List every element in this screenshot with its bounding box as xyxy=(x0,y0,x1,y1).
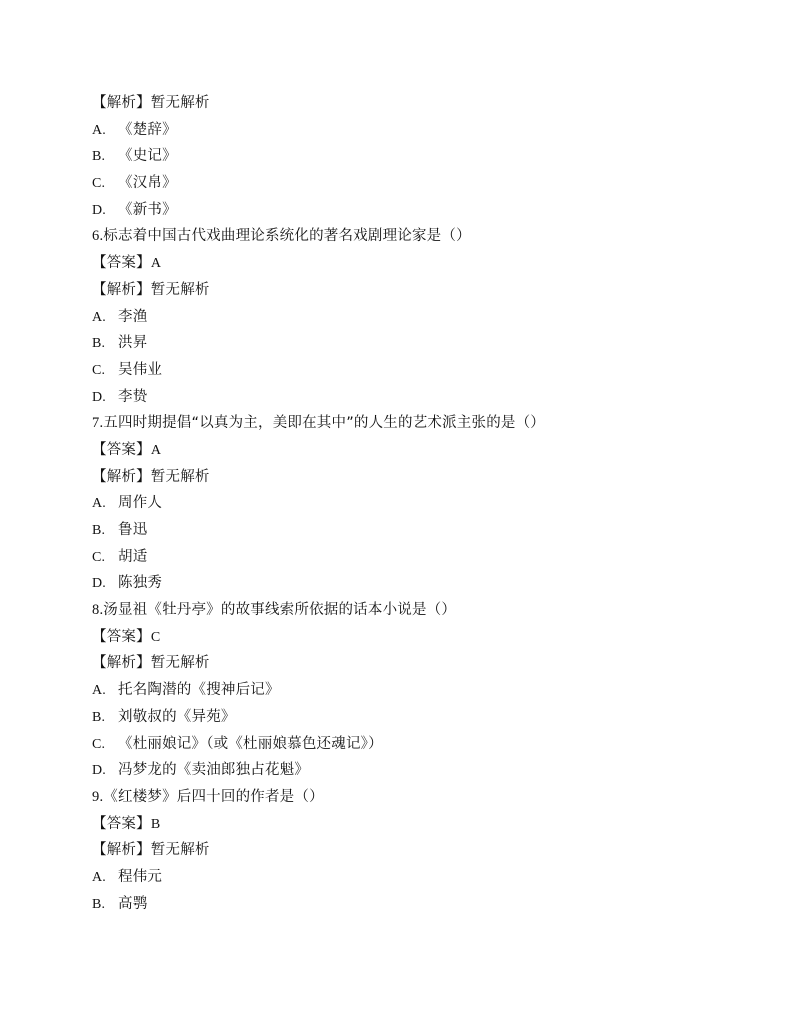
option-text: 洪昇 xyxy=(118,335,148,352)
option-letter: C. xyxy=(92,362,106,378)
question-line xyxy=(92,784,732,811)
option-letter: A. xyxy=(92,683,107,699)
option-text: 李渔 xyxy=(118,308,148,325)
option-line xyxy=(92,117,732,144)
answer-line xyxy=(92,437,732,464)
option-text: 鲁迅 xyxy=(118,522,148,538)
option-letter: D. xyxy=(92,202,107,218)
question-line xyxy=(92,223,732,250)
option-text: 程伟元 xyxy=(118,868,163,885)
option-letter: D. xyxy=(92,389,107,405)
answer-label: 【答案】 xyxy=(92,815,151,832)
analysis-line xyxy=(92,650,732,677)
analysis-text: 【解析】暂无解析 xyxy=(92,655,210,672)
option-line xyxy=(92,490,732,517)
question-number: 9. xyxy=(92,788,104,805)
option-line xyxy=(92,304,732,331)
option-letter: A. xyxy=(92,496,107,512)
document-page xyxy=(92,90,732,917)
answer-value: A xyxy=(150,256,162,272)
question-number: 7. xyxy=(92,415,104,432)
option-letter: B. xyxy=(92,523,106,538)
option-text: 高鹗 xyxy=(118,895,148,912)
option-letter: B. xyxy=(92,336,106,352)
option-text: 陈独秀 xyxy=(118,575,163,592)
option-line xyxy=(92,330,732,357)
option-line xyxy=(92,891,732,918)
option-letter: C. xyxy=(92,549,106,565)
analysis-text: 【解析】暂无解析 xyxy=(92,842,210,859)
answer-label: 【答案】 xyxy=(92,441,151,458)
option-text: 《史记》 xyxy=(118,148,177,165)
answer-value: C xyxy=(150,629,161,645)
question-line xyxy=(92,597,732,624)
option-line xyxy=(92,357,732,384)
option-line xyxy=(92,170,732,197)
analysis-line xyxy=(92,277,732,304)
option-letter: A. xyxy=(92,869,107,885)
question-text: 五四时期提倡“以真为主，美即在其中”的人生的艺术派主张的是（） xyxy=(103,415,546,432)
document-body xyxy=(92,90,732,917)
option-text: 《杜丽娘记》（或《杜丽娘慕色还魂记》） xyxy=(118,735,383,752)
option-text: 李贽 xyxy=(118,388,148,405)
option-text: 《楚辞》 xyxy=(118,121,177,138)
analysis-text: 【解析】暂无解析 xyxy=(92,468,210,485)
option-letter: B. xyxy=(92,149,106,165)
option-letter: D. xyxy=(92,763,107,779)
option-letter: A. xyxy=(92,309,107,325)
option-letter: A. xyxy=(92,122,107,138)
question-text: 《红楼梦》后四十回的作者是（） xyxy=(103,788,324,805)
analysis-line xyxy=(92,837,732,864)
question-text: 标志着中国古代戏曲理论系统化的著名戏剧理论家是（） xyxy=(103,228,471,245)
analysis-line xyxy=(92,90,732,117)
option-line xyxy=(92,677,732,704)
option-text: 吴伟业 xyxy=(118,361,163,378)
answer-line xyxy=(92,250,732,277)
option-line xyxy=(92,544,732,571)
option-line xyxy=(92,757,732,784)
option-letter: B. xyxy=(92,709,106,725)
option-letter: D. xyxy=(92,576,107,592)
option-line xyxy=(92,197,732,224)
answer-value: A xyxy=(150,442,162,458)
option-text: 冯梦龙的《卖油郎独占花魁》 xyxy=(118,762,310,779)
option-text: 《汉帛》 xyxy=(118,175,177,192)
answer-label: 【答案】 xyxy=(92,255,151,272)
option-text: 刘敬叔的《异苑》 xyxy=(118,708,236,725)
option-line xyxy=(92,704,732,731)
option-line xyxy=(92,143,732,170)
option-line xyxy=(92,731,732,758)
option-text: 胡适 xyxy=(118,548,148,565)
analysis-text: 【解析】暂无解析 xyxy=(92,95,210,111)
option-line xyxy=(92,384,732,411)
analysis-line xyxy=(92,464,732,491)
question-text: 汤显祖《牡丹亭》的故事线索所依据的话本小说是（） xyxy=(103,602,457,619)
option-line xyxy=(92,517,732,544)
question-number: 6. xyxy=(92,228,104,245)
option-text: 托名陶潜的《搜神后记》 xyxy=(118,682,280,699)
option-line xyxy=(92,570,732,597)
question-line xyxy=(92,410,732,437)
answer-line xyxy=(92,811,732,838)
answer-line xyxy=(92,624,732,651)
analysis-text: 【解析】暂无解析 xyxy=(92,281,210,298)
option-line xyxy=(92,864,732,891)
answer-value: B xyxy=(150,816,161,832)
option-letter: C. xyxy=(92,176,106,192)
option-letter: B. xyxy=(92,896,106,912)
question-number: 8. xyxy=(92,602,104,619)
answer-label: 【答案】 xyxy=(92,628,151,645)
option-text: 周作人 xyxy=(118,495,163,512)
option-text: 《新书》 xyxy=(118,201,177,218)
option-letter: C. xyxy=(92,736,106,752)
